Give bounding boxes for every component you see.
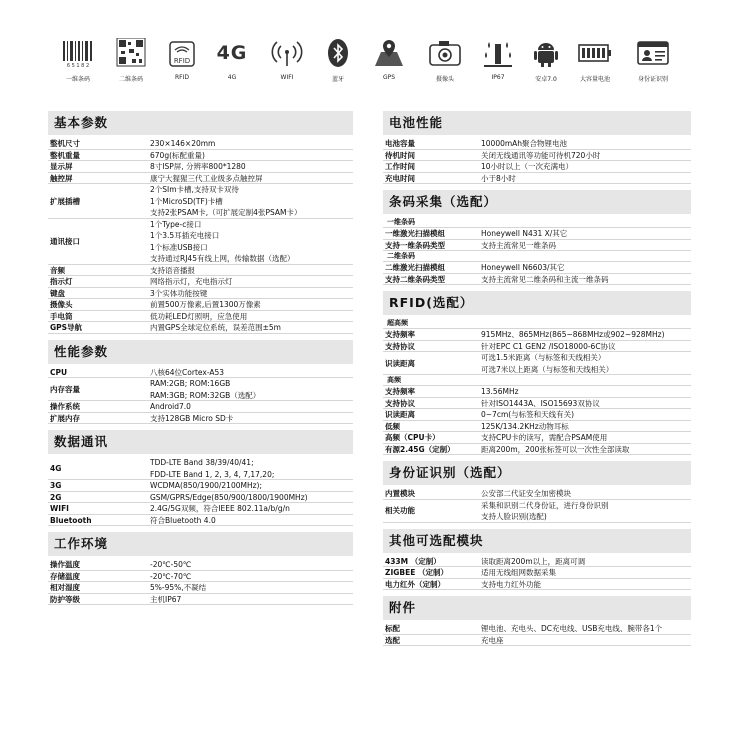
spec-key: 标配 (385, 624, 400, 633)
spec-key: 有源2.45G（定制） (385, 444, 455, 454)
spec-key: 2G (50, 492, 62, 502)
spec-value (481, 341, 616, 353)
spec-key: 4G (50, 463, 62, 473)
spec-value-line: 0~7cm(与标签和天线有关) (481, 410, 575, 419)
spec-row (383, 352, 691, 375)
spec-value-line: 充电座 (481, 635, 504, 645)
spec-key: Bluetooth (50, 515, 92, 525)
spec-key: 待机时间 (385, 150, 415, 160)
spec-value-line: 可选7米以上距离（与标签和天线相关） (481, 364, 614, 374)
spec-key: 操作系统 (50, 402, 80, 411)
spec-value-line: 支持通过RJ45有线上网，传输数据（选配） (150, 254, 295, 263)
spec-value-line: 1个MicroSD(TF)卡槽 (150, 196, 223, 206)
spec-key: 支持协议 (385, 398, 415, 408)
spec-row (383, 432, 691, 444)
feature-label: 一维条码 (65, 76, 90, 83)
spec-row (383, 500, 691, 523)
spec-key: 充电时间 (385, 173, 415, 183)
spec-value-line: 1个Type-c接口 (150, 219, 202, 229)
spec-key: 二维激光扫描模组 (385, 263, 445, 272)
feature-label: IP67 (491, 74, 505, 81)
spec-value-line: 支持主流常见二维条码和主流一维条码 (481, 274, 609, 284)
spec-key: 支持二维条码类型 (385, 274, 445, 284)
spec-value-line: 八核64位Cortex-A53 (150, 367, 225, 377)
feature-label: 二维条码 (118, 76, 143, 83)
spec-key: 指示灯 (50, 277, 73, 286)
spec-key: 摄像头 (50, 300, 73, 309)
spec-row (48, 378, 353, 401)
spec-value-line: Android7.0 (150, 402, 191, 411)
spec-value (481, 161, 573, 173)
rfid-feature (156, 38, 208, 90)
section-title: 性能参数 (48, 340, 353, 364)
spec-value (481, 150, 600, 162)
spec-value (481, 173, 516, 185)
spec-key: CPU (50, 367, 68, 377)
spec-value-line: WCDMA(850/1900/2100MHz); (150, 481, 262, 490)
spec-key: WIFI (50, 504, 69, 513)
spec-value-line: 前置500万像素,后置1300万像素 (150, 300, 261, 309)
spec-value (481, 432, 607, 444)
spec-key: 相对湿度 (50, 583, 80, 592)
spec-key: 触控屏 (50, 173, 73, 183)
spec-value (150, 457, 274, 480)
id-card-feature (627, 38, 679, 90)
gps-feature (363, 38, 415, 90)
spec-row (48, 173, 353, 185)
feature-label: GPS (382, 74, 396, 81)
spec-key: 音频 (50, 265, 65, 275)
id-card-icon (635, 38, 671, 68)
spec-value (481, 386, 519, 398)
spec-row (48, 138, 353, 150)
spec-value (481, 635, 504, 647)
spec-value (150, 288, 207, 300)
subsection-label: 高频 (383, 375, 691, 386)
wifi-feature (261, 38, 313, 90)
spec-row (48, 503, 353, 515)
spec-value (481, 623, 662, 635)
spec-row (48, 480, 353, 492)
spec-value (150, 219, 294, 265)
spec-row (383, 138, 691, 150)
spec-row (48, 265, 353, 277)
spec-row (48, 413, 353, 425)
spec-value (481, 409, 574, 421)
spec-value-line: 低功耗LED灯照明，应急使用 (150, 311, 248, 321)
battery-icon (577, 38, 613, 68)
spec-row (48, 582, 353, 594)
spec-value-line: 距离200m，200张标签可以一次性全部读取 (481, 444, 630, 454)
spec-key: 扩展插槽 (50, 196, 80, 206)
spec-value (150, 276, 233, 288)
spec-value-line: 支持人脸识别(选配) (481, 512, 547, 521)
spec-key: 选配 (385, 635, 400, 645)
spec-value (150, 571, 191, 583)
spec-key: 识读距离 (385, 358, 415, 368)
spec-key: 键盘 (50, 288, 65, 298)
spec-key: 433M （定制） (385, 556, 441, 566)
spec-key: 内置模块 (385, 489, 415, 498)
spec-value-line: GSM/GPRS/Edge(850/900/1800/1900MHz) (150, 492, 308, 502)
section-title: 附件 (383, 596, 691, 620)
spec-value-line: 关闭无线通讯等功能可待机720小时 (481, 150, 601, 160)
spec-row (48, 594, 353, 606)
spec-value (150, 173, 263, 185)
4g-feature (206, 38, 258, 90)
spec-row (383, 228, 691, 240)
spec-value (150, 311, 247, 323)
spec-key: 支持协议 (385, 341, 415, 351)
spec-key: 整机重量 (50, 150, 80, 160)
left-spec-column (48, 111, 353, 605)
spec-key: 低频 (385, 421, 400, 431)
spec-value-line: FDD-LTE Band 1, 2, 3, 4, 7,17,20; (150, 469, 275, 479)
spec-value (150, 492, 308, 504)
spec-value (150, 184, 301, 219)
barcode-1d-icon (60, 38, 96, 68)
spec-key: 存储温度 (50, 571, 80, 581)
spec-value (481, 556, 585, 568)
spec-value (150, 480, 262, 492)
feature-label: 身份证识别 (637, 76, 668, 83)
spec-row (48, 219, 353, 265)
section-title: 其他可选配模块 (383, 529, 691, 553)
spec-key: 支持一维条码类型 (385, 240, 445, 250)
spec-row (383, 173, 691, 185)
spec-value-line: 支持主流常见一维条码 (481, 240, 556, 250)
wifi-icon (269, 38, 305, 68)
section-title: 工作环境 (48, 532, 353, 556)
spec-value-line: 针对ISO1443A、ISO15693双协议 (481, 398, 600, 408)
section-title: 身份证识别（选配） (383, 461, 691, 485)
feature-label: RFID (174, 74, 189, 81)
spec-row (383, 262, 691, 274)
spec-row (383, 341, 691, 353)
spec-value (481, 329, 665, 341)
spec-value-line: 2.4G/5G双频，符合IEEE 802.11a/b/g/n (150, 504, 290, 513)
spec-key: 识读距离 (385, 410, 415, 419)
spec-key: 内存容量 (50, 384, 80, 394)
spec-row (383, 329, 691, 341)
spec-row (48, 288, 353, 300)
spec-value-line: 针对EPC C1 GEN2 /ISO18000-6C协议 (481, 341, 616, 351)
spec-value-line: 支持2张PSAM卡,（可扩展定制4张PSAM卡） (150, 208, 302, 217)
spec-key: 电力红外（定制） (385, 579, 445, 589)
spec-value (150, 559, 191, 571)
spec-value-line: 主机IP67 (150, 594, 182, 604)
spec-value (481, 138, 567, 150)
ip67-icon (480, 38, 516, 68)
spec-value-line: 13.56MHz (481, 387, 519, 396)
spec-row (383, 274, 691, 286)
spec-value (481, 444, 629, 456)
spec-value-line: 670g(标配重量) (150, 150, 205, 160)
spec-row (48, 150, 353, 162)
spec-value-line: 10小时以上（一次充满电） (481, 162, 574, 171)
spec-value-line: 读取距离200m以上，距离可调 (481, 556, 586, 566)
spec-row (48, 571, 353, 583)
spec-value-line: 公安部二代证安全加密模块 (481, 489, 571, 498)
spec-row (48, 559, 353, 571)
spec-row (48, 457, 353, 480)
spec-key: 扩展内存 (50, 413, 80, 423)
svg-text:RFID: RFID (173, 57, 191, 65)
spec-value-line: RAM:2GB; ROM:16GB (150, 379, 231, 388)
spec-row (48, 515, 353, 527)
spec-value (150, 150, 205, 162)
spec-value-line: 1个3.5耳插充电接口 (150, 231, 220, 240)
spec-value (150, 594, 181, 606)
spec-row (383, 567, 691, 579)
spec-value-line: 5%-95%,不凝结 (150, 583, 207, 592)
spec-value (150, 401, 191, 413)
spec-row (48, 184, 353, 219)
right-spec-column (383, 111, 691, 646)
spec-row (383, 579, 691, 591)
gps-icon (371, 38, 407, 68)
spec-row (383, 240, 691, 252)
spec-key: 相关功能 (385, 506, 415, 516)
spec-row (383, 150, 691, 162)
feature-label: 安卓7.0 (535, 76, 557, 83)
spec-value (150, 299, 261, 311)
android-feature (520, 38, 572, 90)
spec-value-line: 2个SIm卡槽,支持双卡双待 (150, 185, 239, 194)
spec-key: 支持频率 (385, 387, 415, 396)
section-title: 基本参数 (48, 111, 353, 135)
spec-row (383, 421, 691, 433)
spec-value (481, 488, 571, 500)
spec-value (481, 567, 556, 579)
spec-key: 通讯接口 (50, 236, 80, 246)
4g-icon: 4G (216, 42, 248, 64)
spec-value-line: 网络指示灯，充电指示灯 (150, 277, 233, 286)
spec-value-line: 1个标准USB接口 (150, 242, 208, 252)
spec-value-line: 内置GPS全球定位系统，误差范围±5m (150, 323, 281, 332)
spec-key: 高频（CPU卡） (385, 433, 440, 442)
spec-row (383, 556, 691, 568)
spec-row (383, 409, 691, 421)
spec-row (48, 322, 353, 334)
spec-key: 手电筒 (50, 311, 73, 321)
spec-value-line: 支持电力红外功能 (481, 579, 541, 589)
spec-key: 显示屏 (50, 162, 73, 171)
spec-value-line: -20℃-50℃ (150, 560, 192, 569)
spec-value-line: 康宁大猩猩三代工业级多点触控屏 (150, 173, 263, 183)
spec-row (48, 311, 353, 323)
spec-value-line: 符合Bluetooth 4.0 (150, 515, 216, 525)
spec-key: GPS导航 (50, 323, 83, 332)
spec-value-line: 10000mAh聚合物锂电池 (481, 139, 568, 148)
spec-row (48, 276, 353, 288)
spec-value (481, 274, 609, 286)
spec-value (481, 500, 609, 523)
spec-row (48, 492, 353, 504)
spec-value-line: Honeywell N431 X/其它 (481, 229, 568, 238)
subsection-label: 一维条码 (383, 217, 691, 228)
spec-value (150, 515, 216, 527)
spec-value-line: 230×146×20mm (150, 139, 216, 148)
spec-row (383, 635, 691, 647)
spec-value (150, 503, 290, 515)
battery-feature (569, 38, 621, 90)
spec-value (481, 579, 541, 591)
subsection-label: 二维条码 (383, 251, 691, 262)
feature-icon-strip (52, 38, 692, 90)
spec-value (150, 138, 215, 150)
spec-key: 操作温度 (50, 560, 80, 569)
spec-value-line: 8寸ISP屏, 分辨率800*1280 (150, 162, 246, 171)
spec-value-line: 915MHz、865MHz(865~868MHz或902~928MHz) (481, 330, 665, 339)
spec-value (481, 240, 556, 252)
spec-value-line: 支持语音播报 (150, 265, 195, 275)
spec-value-line: 适用无线组网数据采集 (481, 568, 556, 577)
spec-value (150, 265, 195, 277)
spec-value-line: -20℃-70℃ (150, 571, 192, 581)
spec-value-line: 小于8小时 (481, 173, 516, 183)
spec-key: 支持频率 (385, 330, 415, 339)
spec-key: 防护等级 (50, 594, 80, 604)
spec-key: ZIGBEE （定制） (385, 568, 448, 577)
spec-row (383, 398, 691, 410)
spec-key: 一维激光扫描模组 (385, 229, 445, 238)
camera-icon (427, 38, 463, 68)
spec-value-line: 125K/134.2KHz动物耳标 (481, 421, 569, 431)
feature-label: WIFI (280, 74, 294, 81)
spec-value-line: 3个实体功能按键 (150, 288, 208, 298)
camera-feature (419, 38, 471, 90)
section-title: 条码采集（选配） (383, 190, 691, 214)
qrcode-feature (105, 38, 157, 90)
spec-key: 3G (50, 481, 62, 490)
feature-label: 4G (227, 74, 237, 81)
section-title: 电池性能 (383, 111, 691, 135)
spec-row (383, 161, 691, 173)
bluetooth-feature (312, 38, 364, 90)
spec-value (481, 228, 567, 240)
spec-value (150, 161, 246, 173)
spec-value-line: 支持128GB Micro SD卡 (150, 413, 234, 423)
spec-value (150, 378, 260, 401)
spec-value (150, 367, 224, 379)
spec-value (481, 398, 600, 410)
spec-value (150, 322, 281, 334)
rfid-icon (164, 38, 200, 68)
spec-row (48, 367, 353, 379)
spec-row (383, 444, 691, 456)
spec-value-line: 采集和识别二代身份证，进行身份识别 (481, 500, 609, 510)
ip67-feature (472, 38, 524, 90)
spec-row (48, 299, 353, 311)
section-title: RFID(选配） (383, 291, 691, 315)
spec-key: 整机尺寸 (50, 139, 80, 148)
spec-value-line: 锂电池、充电头、DC充电线、USB充电线、腕带各1个 (481, 624, 663, 633)
spec-value (150, 413, 233, 425)
subsection-label: 超高频 (383, 318, 691, 329)
spec-row (383, 386, 691, 398)
spec-value-line: TDD-LTE Band 38/39/40/41; (150, 458, 254, 467)
spec-value-line: RAM:3GB; ROM:32GB（选配） (150, 390, 261, 400)
svg-text:6 5 1 8 2: 6 5 1 8 2 (66, 63, 90, 68)
android-icon (528, 38, 564, 68)
feature-label: 摄像头 (435, 76, 454, 83)
spec-key: 工作时间 (385, 162, 415, 171)
spec-value-line: 可选1.5米距离（与标签和天线相关） (481, 353, 606, 362)
spec-key: 电池容量 (385, 139, 415, 148)
barcode-1d-feature (52, 38, 104, 90)
spec-row (48, 161, 353, 173)
spec-value (481, 421, 569, 433)
spec-row (48, 401, 353, 413)
spec-value (481, 352, 613, 375)
qrcode-icon (113, 38, 149, 68)
feature-label: 大容量电池 (579, 76, 610, 83)
spec-value (150, 582, 206, 594)
spec-value (481, 262, 565, 274)
bluetooth-icon (320, 38, 356, 68)
spec-row (383, 488, 691, 500)
spec-row (383, 623, 691, 635)
section-title: 数据通讯 (48, 430, 353, 454)
feature-label: 蓝牙 (331, 76, 344, 83)
spec-value-line: 支持CPU卡的读写，需配合PSAM使用 (481, 433, 608, 442)
spec-value-line: Honeywell N6603/其它 (481, 263, 565, 272)
